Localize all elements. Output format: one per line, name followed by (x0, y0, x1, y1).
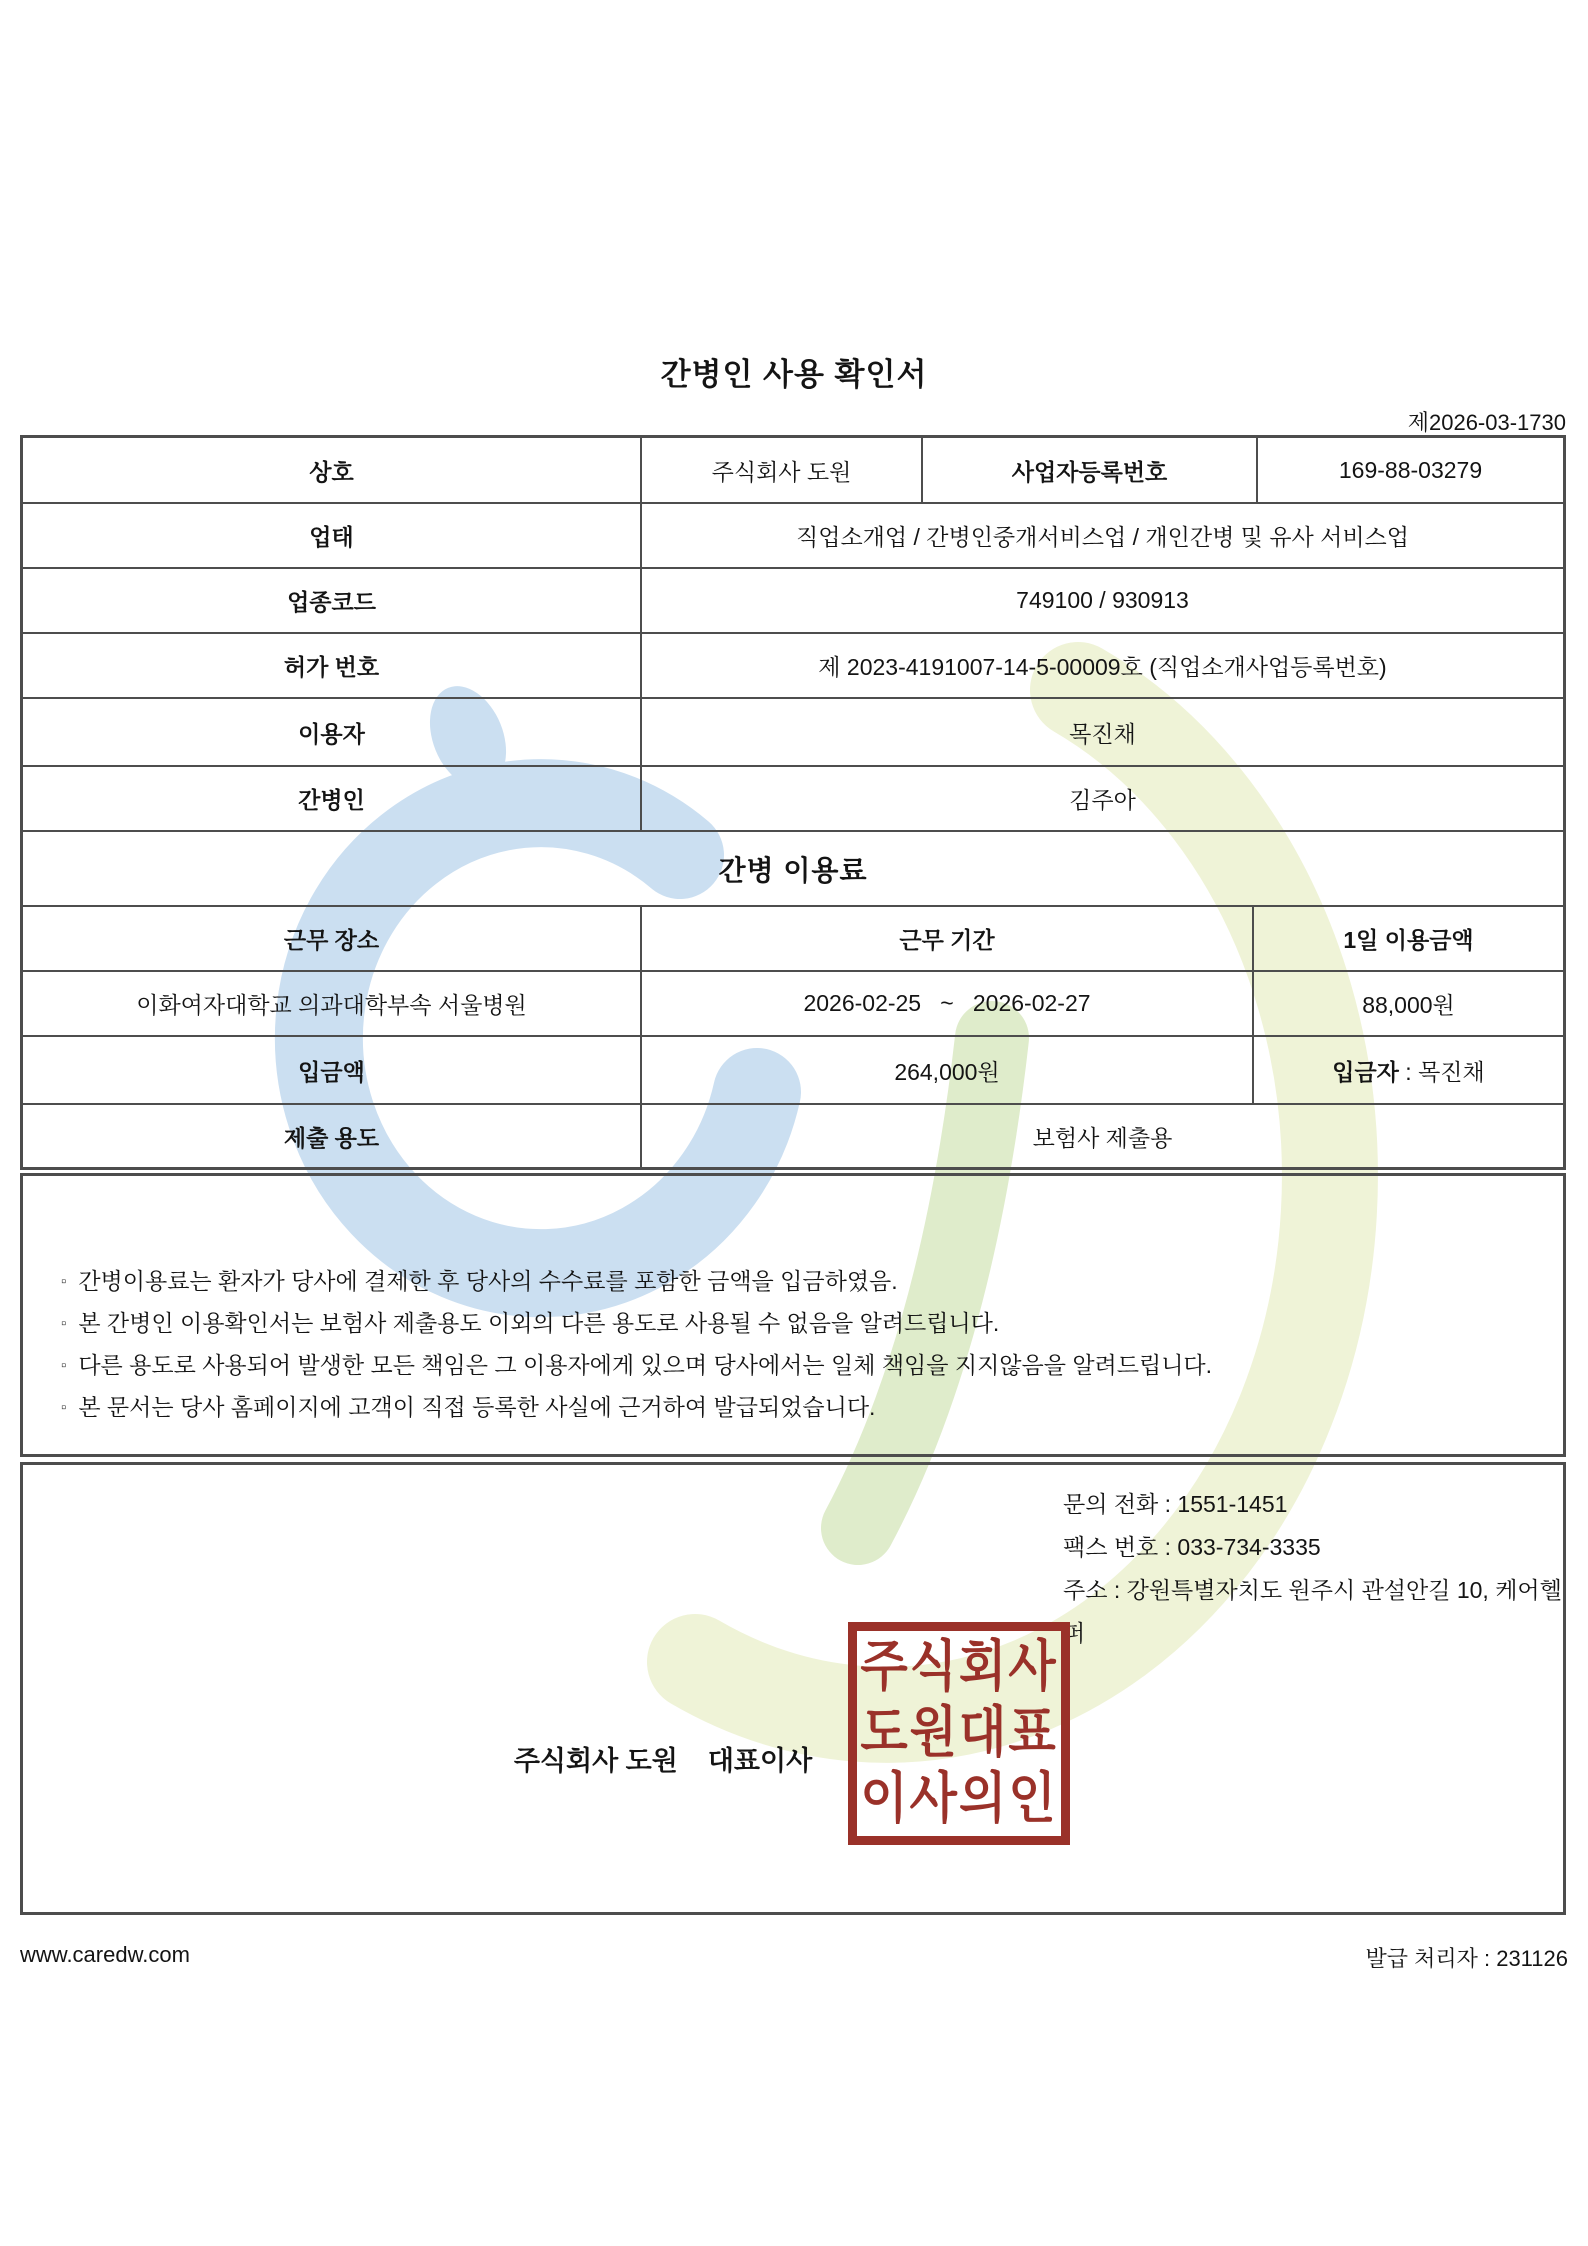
note-item (61, 1262, 1527, 1304)
contact-address: 주소 : 강원특별자치도 원주시 관설안길 10, 케어헬퍼 (1063, 1577, 1562, 1646)
signature-box (20, 1462, 1566, 1915)
contact-fax: 팩스 번호 : 033-734-3335 (1063, 1534, 1321, 1560)
biz-type-value: 직업소개업 / 간병인중개서비스업 / 개인간병 및 유사 서비스업 (640, 504, 1563, 567)
certificate-table (20, 435, 1566, 1170)
table-row-company (23, 438, 1563, 502)
notes-list (23, 1176, 1563, 1430)
bullet-icon: ▫ (61, 1357, 67, 1374)
corporate-seal-stamp (848, 1622, 1070, 1845)
page-title: 간병인 사용 확인서 (660, 357, 928, 392)
daily-fee-header: 1일 이용금액 (1252, 907, 1563, 970)
deposit-label: 입금액 (298, 1058, 365, 1085)
depositor-cell (1252, 1037, 1563, 1103)
seal-row: 주식회사 (860, 1637, 1058, 1698)
table-row-deposit (23, 1035, 1563, 1103)
document-number: 제2026-03-1730 (1407, 410, 1566, 435)
bullet-icon: ▫ (61, 1315, 67, 1332)
notes-box (20, 1173, 1566, 1457)
table-row-user (23, 697, 1563, 765)
permit-value: 제 2023-4191007-14-5-00009호 (직업소개사업등록번호) (640, 634, 1563, 697)
table-row-fee-values (23, 970, 1563, 1035)
note-text: 간병이용료는 환자가 당사에 결제한 후 당사의 수수료를 포함한 금액을 입금하였음. (78, 1268, 898, 1294)
user-value: 목진채 (640, 699, 1563, 765)
work-place-value: 이화여자대학교 의과대학부속 서울병원 (136, 992, 527, 1018)
daily-fee-value: 88,000원 (1252, 972, 1563, 1035)
seal-row: 이사의인 (860, 1768, 1058, 1829)
depositor-value: : 목진채 (1398, 1058, 1485, 1085)
note-text: 본 문서는 당사 홈페이지에 고객이 직접 등록한 사실에 근거하여 발급되었습니다. (78, 1394, 876, 1420)
table-row-permit (23, 632, 1563, 697)
seal-row: 도원대표 (860, 1702, 1058, 1764)
page-footer (20, 1942, 1568, 1973)
purpose-value: 보험사 제출용 (640, 1105, 1563, 1167)
note-item (61, 1304, 1527, 1346)
user-label: 이용자 (298, 720, 365, 747)
table-row-fee-section (23, 830, 1563, 905)
table-row-fee-header (23, 905, 1563, 970)
contact-phone: 문의 전화 : 1551-1451 (1063, 1491, 1288, 1517)
deposit-value: 264,000원 (640, 1037, 1252, 1103)
work-place-header: 근무 장소 (283, 927, 380, 953)
depositor-label: 입금자 (1332, 1058, 1399, 1085)
biz-reg-value: 169-88-03279 (1256, 438, 1563, 502)
industry-code-value: 749100 / 930913 (640, 569, 1563, 632)
biz-reg-label: 사업자등록번호 (921, 438, 1256, 502)
footer-issuer: 발급 처리자 : 231126 (1365, 1946, 1568, 1971)
caregiver-label: 간병인 (298, 787, 365, 813)
company-name-value: 주식회사 도원 (640, 438, 921, 502)
purpose-label: 제출 용도 (283, 1124, 380, 1151)
fee-section-title: 간병 이용료 (718, 854, 868, 886)
work-period-value: 2026-02-25 ~ 2026-02-27 (640, 972, 1252, 1035)
contact-block (1063, 1483, 1563, 1655)
footer-website: www.caredw.com (20, 1942, 190, 1967)
biz-type-label: 업태 (309, 524, 354, 550)
table-row-industry-code (23, 567, 1563, 632)
company-name-label: 상호 (309, 458, 354, 485)
note-item (61, 1346, 1527, 1388)
industry-code-label: 업종코드 (287, 589, 376, 615)
work-period-header: 근무 기간 (640, 907, 1252, 970)
bullet-icon: ▫ (61, 1273, 67, 1290)
table-row-biz-type (23, 502, 1563, 567)
note-text: 본 간병인 이용확인서는 보험사 제출용도 이외의 다른 용도로 사용될 수 없음을 알려드립니다. (78, 1310, 1000, 1336)
note-item (61, 1388, 1527, 1430)
permit-label: 허가 번호 (283, 654, 380, 680)
table-row-caregiver (23, 765, 1563, 830)
table-row-purpose (23, 1103, 1563, 1167)
company-signature-text: 주식회사 도원 대표이사 (513, 1746, 813, 1776)
note-text: 다른 용도로 사용되어 발생한 모든 책임은 그 이용자에게 있으며 당사에서는 일체 책임을 지지않음을 알려드립니다. (78, 1352, 1213, 1378)
bullet-icon: ▫ (61, 1399, 67, 1416)
caregiver-value: 김주아 (640, 767, 1563, 830)
